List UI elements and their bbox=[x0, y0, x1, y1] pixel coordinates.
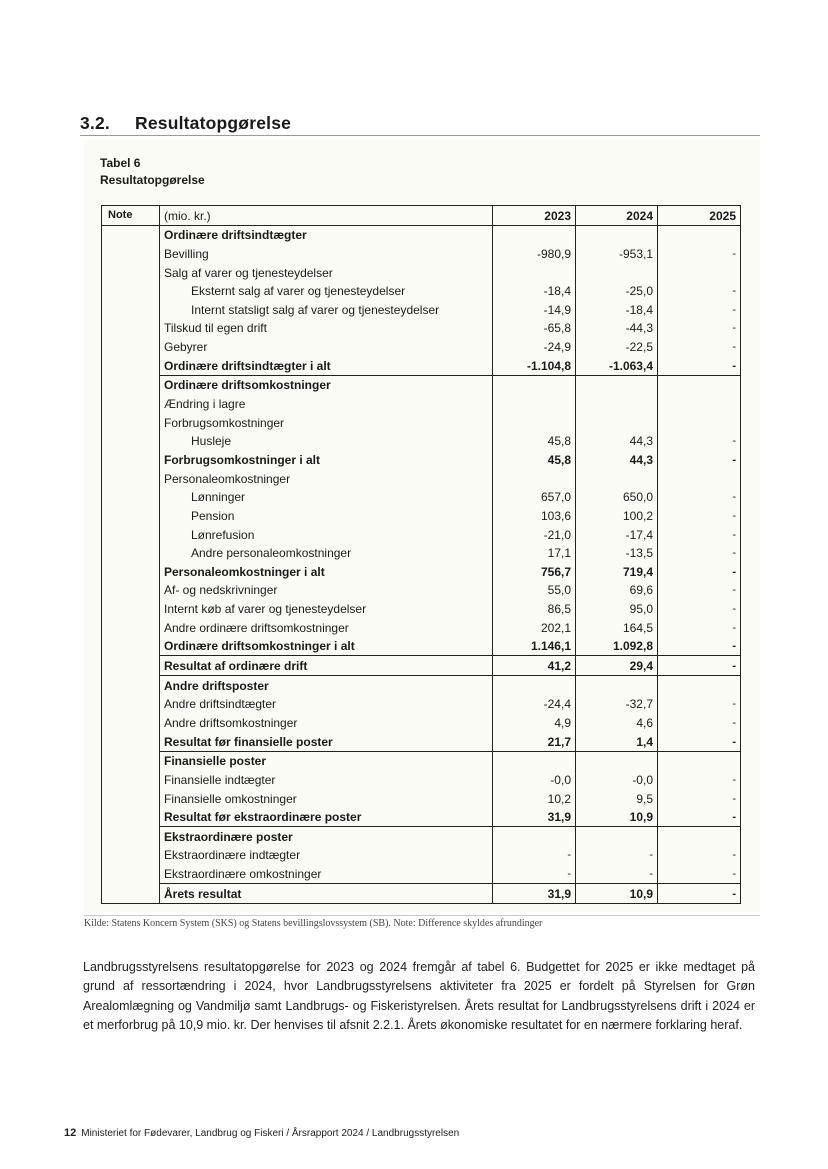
table-row bbox=[102, 506, 741, 525]
row-label: Gebyrer bbox=[160, 337, 493, 356]
row-value-2024: -18,4 bbox=[576, 300, 658, 319]
table-row bbox=[102, 846, 741, 865]
table-row bbox=[102, 525, 741, 544]
row-value-2024: 650,0 bbox=[576, 488, 658, 507]
row-value-2024: - bbox=[576, 846, 658, 865]
row-value-2024: 1,4 bbox=[576, 732, 658, 751]
body-paragraph: Landbrugsstyrelsens resultatopgørelse for 2023 og 2024 fremgår af tabel 6. Budgettet for 2025 er ikke medtaget på grund af ressortændring i 2024, hvor Landbrugsstyrelsens aktiviteter fra 2025 er fordelt på Styrelsen for Grøn Arealomlægning og Vandmiljø samt Landbrugs- og Fiskeristyrelsen. Årets resultat for Landbrugsstyrelsens drift i 2024 er et merforbrug på 10,9 mio. kr. Der henvises til afsnit 2.2.1. Årets økonomiske resultatet for en nærmere forklaring heraf. bbox=[83, 960, 755, 1032]
row-value-2024 bbox=[576, 225, 658, 244]
row-value-2023: 41,2 bbox=[493, 656, 576, 676]
row-label: Ordinære driftsindtægter i alt bbox=[160, 356, 493, 375]
row-label: Andre ordinære driftsomkostninger bbox=[160, 618, 493, 637]
row-value-2023 bbox=[493, 413, 576, 432]
row-value-2024: 10,9 bbox=[576, 808, 658, 827]
section-heading bbox=[80, 113, 760, 136]
row-value-2023: -18,4 bbox=[493, 282, 576, 301]
row-value-2025: - bbox=[658, 300, 741, 319]
row-value-2023: -65,8 bbox=[493, 319, 576, 338]
table-row bbox=[102, 789, 741, 808]
row-value-2023 bbox=[493, 394, 576, 413]
note-column bbox=[102, 225, 160, 903]
table-row bbox=[102, 300, 741, 319]
row-value-2023: 103,6 bbox=[493, 506, 576, 525]
row-label: Finansielle omkostninger bbox=[160, 789, 493, 808]
row-value-2025 bbox=[658, 827, 741, 846]
row-value-2025: - bbox=[658, 637, 741, 656]
row-value-2024 bbox=[576, 394, 658, 413]
row-value-2023: 756,7 bbox=[493, 562, 576, 581]
table-row bbox=[102, 244, 741, 263]
income-statement-table bbox=[101, 205, 741, 904]
row-label: Andre driftsindtægter bbox=[160, 695, 493, 714]
row-value-2023 bbox=[493, 225, 576, 244]
row-value-2025 bbox=[658, 263, 741, 282]
note-header: Note bbox=[102, 206, 160, 226]
row-label: Ændring i lagre bbox=[160, 394, 493, 413]
row-value-2025: - bbox=[658, 525, 741, 544]
row-value-2024: 100,2 bbox=[576, 506, 658, 525]
row-value-2025: - bbox=[658, 244, 741, 263]
row-value-2025: - bbox=[658, 884, 741, 904]
row-value-2025 bbox=[658, 375, 741, 394]
table-row bbox=[102, 225, 741, 244]
row-value-2025: - bbox=[658, 656, 741, 676]
row-value-2024: 29,4 bbox=[576, 656, 658, 676]
row-value-2025: - bbox=[658, 808, 741, 827]
row-value-2023: 55,0 bbox=[493, 581, 576, 600]
row-value-2025: - bbox=[658, 713, 741, 732]
row-value-2024: -17,4 bbox=[576, 525, 658, 544]
table-title: Resultatopgørelse bbox=[100, 173, 205, 187]
row-value-2023: 10,2 bbox=[493, 789, 576, 808]
row-value-2024: 9,5 bbox=[576, 789, 658, 808]
row-value-2025 bbox=[658, 225, 741, 244]
row-value-2025 bbox=[658, 394, 741, 413]
row-value-2024: 10,9 bbox=[576, 884, 658, 904]
table-row bbox=[102, 375, 741, 394]
row-value-2023: 45,8 bbox=[493, 432, 576, 451]
table-row bbox=[102, 562, 741, 581]
table-number: Tabel 6 bbox=[100, 156, 141, 170]
row-value-2024: -32,7 bbox=[576, 695, 658, 714]
row-value-2023 bbox=[493, 751, 576, 770]
row-value-2023: 21,7 bbox=[493, 732, 576, 751]
table-row bbox=[102, 488, 741, 507]
table-caption bbox=[100, 155, 205, 189]
row-value-2024 bbox=[576, 375, 658, 394]
table-row bbox=[102, 770, 741, 789]
row-label: Ekstraordinære omkostninger bbox=[160, 864, 493, 883]
row-value-2023 bbox=[493, 469, 576, 488]
table-row bbox=[102, 884, 741, 904]
row-label: Ordinære driftsomkostninger bbox=[160, 375, 493, 394]
row-label: Forbrugsomkostninger bbox=[160, 413, 493, 432]
row-value-2024: - bbox=[576, 864, 658, 883]
unit-header: (mio. kr.) bbox=[160, 206, 493, 226]
row-value-2023: 17,1 bbox=[493, 544, 576, 563]
row-value-2023 bbox=[493, 827, 576, 846]
row-value-2025: - bbox=[658, 282, 741, 301]
row-value-2025: - bbox=[658, 450, 741, 469]
row-value-2025 bbox=[658, 469, 741, 488]
row-value-2024: -953,1 bbox=[576, 244, 658, 263]
row-label: Andre driftsposter bbox=[160, 676, 493, 695]
table-row bbox=[102, 394, 741, 413]
row-value-2025: - bbox=[658, 618, 741, 637]
table-row bbox=[102, 637, 741, 656]
table-row bbox=[102, 656, 741, 676]
row-value-2024: 4,6 bbox=[576, 713, 658, 732]
row-label: Lønninger bbox=[160, 488, 493, 507]
row-value-2024: -1.063,4 bbox=[576, 356, 658, 375]
row-value-2025: - bbox=[658, 356, 741, 375]
year-header: 2024 bbox=[576, 206, 658, 226]
row-value-2024 bbox=[576, 827, 658, 846]
row-value-2023: 1.146,1 bbox=[493, 637, 576, 656]
row-value-2025: - bbox=[658, 599, 741, 618]
row-label: Personaleomkostninger i alt bbox=[160, 562, 493, 581]
row-value-2024: -22,5 bbox=[576, 337, 658, 356]
section-number: 3.2. bbox=[80, 113, 110, 133]
table-row bbox=[102, 450, 741, 469]
row-value-2023 bbox=[493, 263, 576, 282]
table-row bbox=[102, 337, 741, 356]
table-row bbox=[102, 676, 741, 695]
row-label: Årets resultat bbox=[160, 884, 493, 904]
table-row bbox=[102, 808, 741, 827]
row-value-2024: -13,5 bbox=[576, 544, 658, 563]
table-row bbox=[102, 356, 741, 375]
row-label: Pension bbox=[160, 506, 493, 525]
row-label: Bevilling bbox=[160, 244, 493, 263]
row-value-2025 bbox=[658, 676, 741, 695]
row-value-2023: 86,5 bbox=[493, 599, 576, 618]
row-value-2023: 202,1 bbox=[493, 618, 576, 637]
row-value-2023: 31,9 bbox=[493, 884, 576, 904]
row-value-2023: - bbox=[493, 846, 576, 865]
row-value-2024: 719,4 bbox=[576, 562, 658, 581]
row-value-2024 bbox=[576, 676, 658, 695]
row-value-2023: 657,0 bbox=[493, 488, 576, 507]
source-note: Kilde: Statens Koncern System (SKS) og Statens bevillingslovssystem (SB). Note: Difference skyldes afrundinger bbox=[84, 915, 760, 929]
row-value-2025: - bbox=[658, 846, 741, 865]
table-row bbox=[102, 732, 741, 751]
row-value-2024: -25,0 bbox=[576, 282, 658, 301]
row-value-2024: -0,0 bbox=[576, 770, 658, 789]
table-row bbox=[102, 581, 741, 600]
row-value-2025 bbox=[658, 751, 741, 770]
row-label: Resultat før finansielle poster bbox=[160, 732, 493, 751]
row-value-2023 bbox=[493, 676, 576, 695]
row-value-2025: - bbox=[658, 562, 741, 581]
row-value-2025: - bbox=[658, 488, 741, 507]
row-value-2025: - bbox=[658, 695, 741, 714]
table-row bbox=[102, 319, 741, 338]
row-value-2023: 31,9 bbox=[493, 808, 576, 827]
table-row bbox=[102, 599, 741, 618]
table-row bbox=[102, 413, 741, 432]
row-label: Ekstraordinære poster bbox=[160, 827, 493, 846]
table-header-row bbox=[102, 206, 741, 226]
row-label: Finansielle indtægter bbox=[160, 770, 493, 789]
row-label: Salg af varer og tjenesteydelser bbox=[160, 263, 493, 282]
row-label: Ordinære driftsindtægter bbox=[160, 225, 493, 244]
row-value-2023: -14,9 bbox=[493, 300, 576, 319]
row-label: Husleje bbox=[160, 432, 493, 451]
row-value-2025: - bbox=[658, 432, 741, 451]
row-value-2025: - bbox=[658, 789, 741, 808]
row-label: Eksternt salg af varer og tjenesteydelser bbox=[160, 282, 493, 301]
row-label: Ekstraordinære indtægter bbox=[160, 846, 493, 865]
table-row bbox=[102, 469, 741, 488]
row-label: Personaleomkostninger bbox=[160, 469, 493, 488]
row-value-2023: 4,9 bbox=[493, 713, 576, 732]
table-row bbox=[102, 864, 741, 883]
row-value-2024: 44,3 bbox=[576, 450, 658, 469]
row-value-2025: - bbox=[658, 770, 741, 789]
row-label: Resultat før ekstraordinære poster bbox=[160, 808, 493, 827]
page-footer bbox=[64, 1127, 459, 1139]
row-value-2024: 1.092,8 bbox=[576, 637, 658, 656]
row-value-2024: 69,6 bbox=[576, 581, 658, 600]
row-value-2025 bbox=[658, 413, 741, 432]
row-value-2023: 45,8 bbox=[493, 450, 576, 469]
row-value-2025: - bbox=[658, 506, 741, 525]
table-row bbox=[102, 282, 741, 301]
page-number: 12 bbox=[64, 1127, 77, 1139]
table-row bbox=[102, 432, 741, 451]
row-value-2023 bbox=[493, 375, 576, 394]
row-label: Lønrefusion bbox=[160, 525, 493, 544]
row-value-2023: -24,4 bbox=[493, 695, 576, 714]
footer-text: Ministeriet for Fødevarer, Landbrug og Fiskeri / Årsrapport 2024 / Landbrugsstyrelsen bbox=[81, 1128, 460, 1139]
table-row bbox=[102, 544, 741, 563]
table-row bbox=[102, 827, 741, 846]
row-value-2024 bbox=[576, 413, 658, 432]
row-value-2023: -24,9 bbox=[493, 337, 576, 356]
row-value-2023: -980,9 bbox=[493, 244, 576, 263]
row-label: Andre personaleomkostninger bbox=[160, 544, 493, 563]
row-value-2024: 95,0 bbox=[576, 599, 658, 618]
row-value-2025: - bbox=[658, 337, 741, 356]
year-header: 2023 bbox=[493, 206, 576, 226]
row-value-2024 bbox=[576, 469, 658, 488]
row-value-2024: -44,3 bbox=[576, 319, 658, 338]
row-value-2025: - bbox=[658, 319, 741, 338]
row-value-2023: - bbox=[493, 864, 576, 883]
row-value-2024 bbox=[576, 263, 658, 282]
row-label: Ordinære driftsomkostninger i alt bbox=[160, 637, 493, 656]
table-row bbox=[102, 618, 741, 637]
row-label: Andre driftsomkostninger bbox=[160, 713, 493, 732]
row-label: Resultat af ordinære drift bbox=[160, 656, 493, 676]
row-value-2023: -0,0 bbox=[493, 770, 576, 789]
row-label: Forbrugsomkostninger i alt bbox=[160, 450, 493, 469]
row-value-2025: - bbox=[658, 544, 741, 563]
row-label: Af- og nedskrivninger bbox=[160, 581, 493, 600]
row-value-2025: - bbox=[658, 864, 741, 883]
row-label: Finansielle poster bbox=[160, 751, 493, 770]
row-value-2024: 164,5 bbox=[576, 618, 658, 637]
row-label: Tilskud til egen drift bbox=[160, 319, 493, 338]
row-value-2023: -1.104,8 bbox=[493, 356, 576, 375]
row-label: Internt køb af varer og tjenesteydelser bbox=[160, 599, 493, 618]
table-row bbox=[102, 695, 741, 714]
row-value-2023: -21,0 bbox=[493, 525, 576, 544]
row-value-2025: - bbox=[658, 581, 741, 600]
section-title: Resultatopgørelse bbox=[135, 113, 292, 133]
table-row bbox=[102, 713, 741, 732]
year-header: 2025 bbox=[658, 206, 741, 226]
row-value-2025: - bbox=[658, 732, 741, 751]
row-value-2024: 44,3 bbox=[576, 432, 658, 451]
row-label: Internt statsligt salg af varer og tjenesteydelser bbox=[160, 300, 493, 319]
table-row bbox=[102, 751, 741, 770]
row-value-2024 bbox=[576, 751, 658, 770]
table-row bbox=[102, 263, 741, 282]
